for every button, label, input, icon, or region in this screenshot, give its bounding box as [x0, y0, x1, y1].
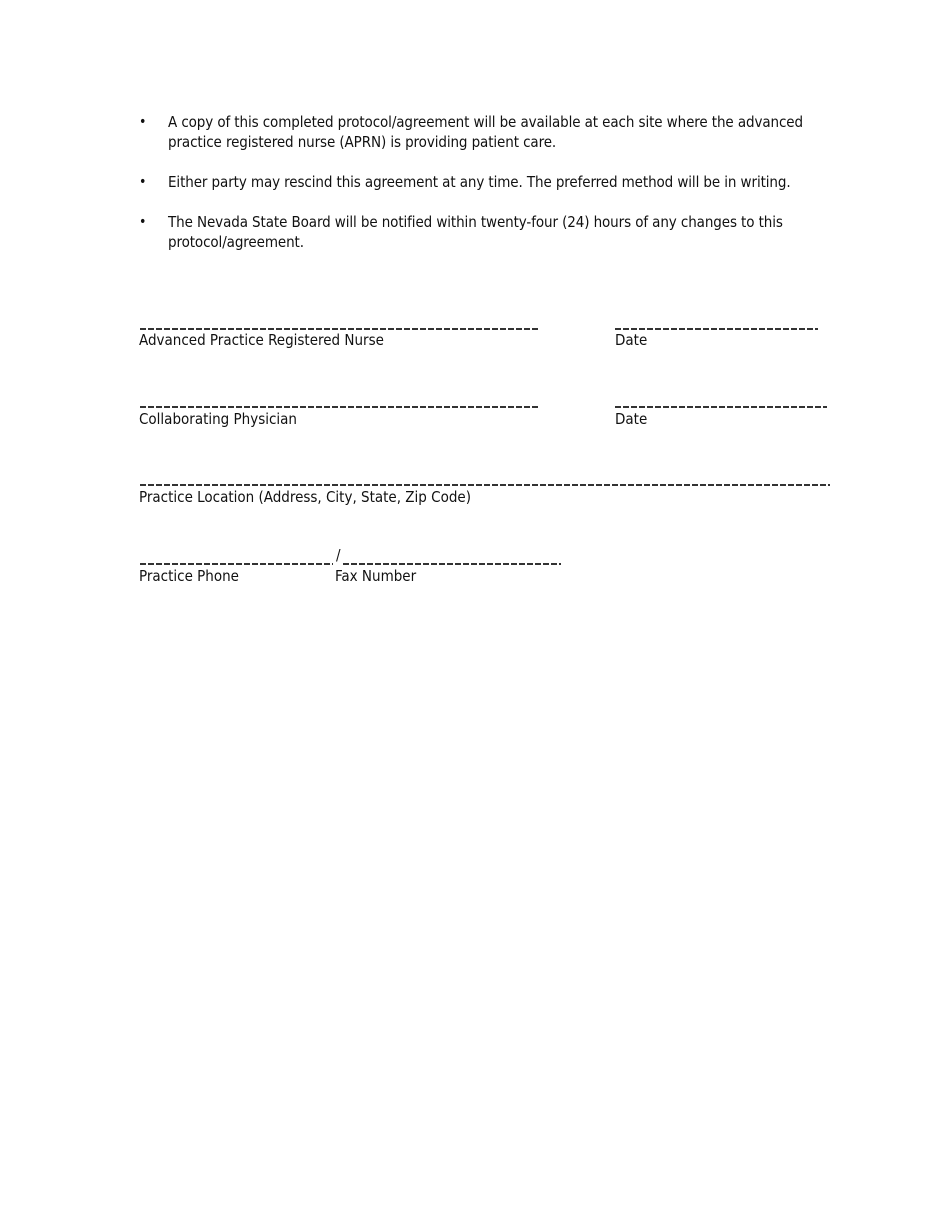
bullet-icon: • — [139, 114, 147, 130]
terms-list — [139, 112, 829, 272]
aprn-signature-label: Advanced Practice Registered Nurse — [139, 331, 384, 349]
fax-number-label: Fax Number — [335, 567, 417, 585]
practice-phone-line[interactable] — [140, 563, 333, 565]
physician-date-label: Date — [615, 410, 648, 428]
list-item — [139, 172, 829, 192]
bullet-icon: • — [139, 174, 147, 190]
practice-location-line[interactable] — [140, 484, 830, 486]
bullet-text: A copy of this completed protocol/agreement will be available at each site where the advanced practice registered nurse (APRN) is providing patient care. — [168, 113, 803, 151]
fax-number-line[interactable] — [343, 563, 561, 565]
practice-phone-label: Practice Phone — [139, 567, 239, 585]
bullet-icon: • — [139, 214, 147, 230]
aprn-signature-line[interactable] — [140, 328, 539, 330]
bullet-text: The Nevada State Board will be notified within twenty-four (24) hours of any changes to this protocol/agreement. — [168, 213, 783, 251]
list-item — [139, 112, 829, 152]
physician-signature-line[interactable] — [140, 406, 539, 408]
list-item — [139, 212, 829, 252]
physician-signature-label: Collaborating Physician — [139, 410, 297, 428]
practice-location-label: Practice Location (Address, City, State, Zip Code) — [139, 488, 471, 506]
physician-date-line[interactable] — [615, 406, 827, 408]
aprn-date-line[interactable] — [615, 328, 818, 330]
bullet-text: Either party may rescind this agreement at any time. The preferred method will be in writing. — [168, 173, 791, 191]
phone-fax-separator: / — [336, 546, 341, 564]
aprn-date-label: Date — [615, 331, 648, 349]
